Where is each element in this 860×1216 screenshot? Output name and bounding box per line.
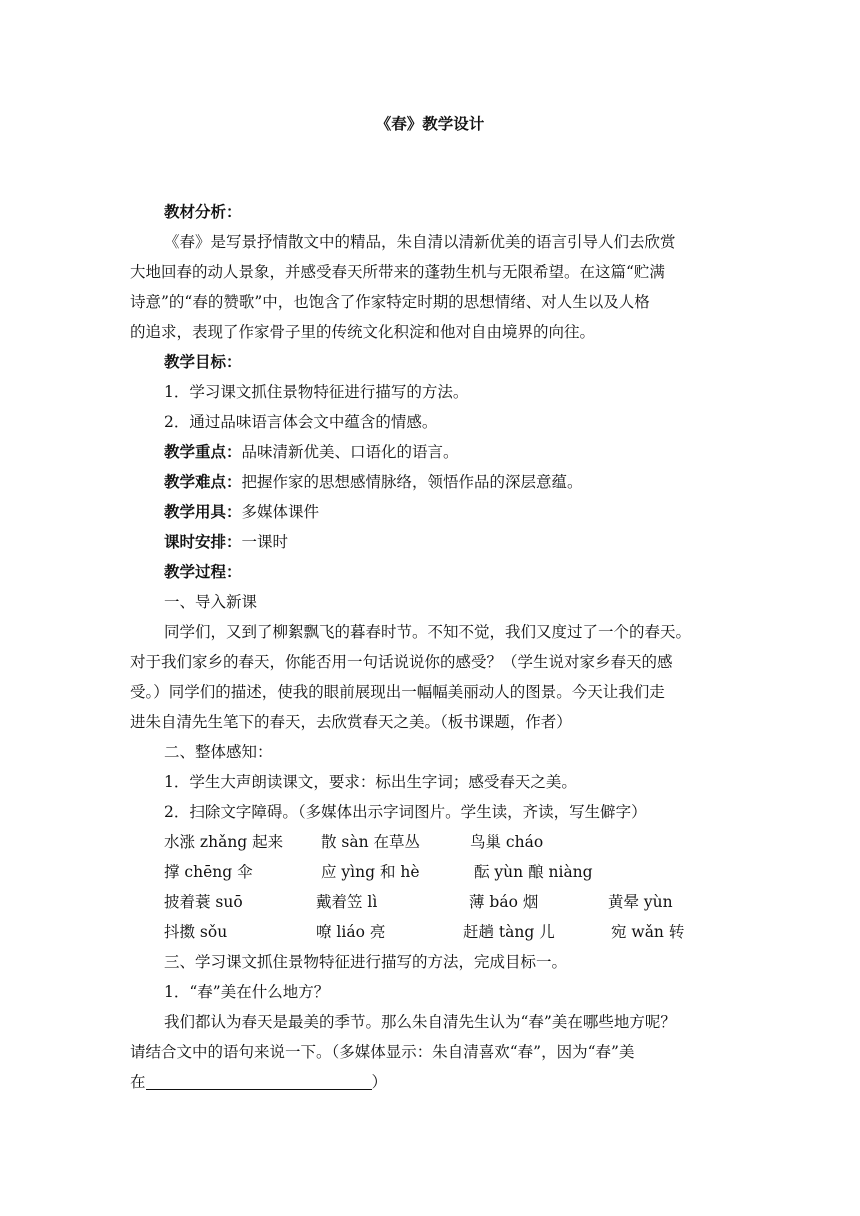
section-line: 进朱自清先生笔下的春天，去欣赏春天之美。（板书课题，作者）: [130, 713, 572, 731]
schedule-text: 一课时: [241, 533, 289, 551]
section-heading: 二、整体感知：: [164, 743, 273, 761]
analysis-line: 的追求，表现了作家骨子里的传统文化积淀和他对自由境界的向往。: [130, 323, 596, 341]
section-heading: 三、学习课文抓住景物特征进行描写的方法，完成目标一。: [164, 953, 568, 971]
goal-item: 2．通过品味语言体会文中蕴含的情感。: [164, 413, 438, 431]
section-line: 我们都认为春天是最美的季节。那么朱自清先生认为“春”美在哪些地方呢？: [164, 1013, 676, 1031]
fill-in-prefix: 在: [130, 1073, 146, 1091]
section-question: 1．“春”美在什么地方？: [164, 983, 330, 1001]
vocab-row: [130, 827, 735, 857]
goal-item: 1．学习课文抓住景物特征进行描写的方法。: [164, 383, 469, 401]
difficulty: [130, 467, 735, 497]
vocab-item: 散 sàn 在草丛: [321, 833, 421, 851]
tools-label: 教学用具：: [164, 503, 242, 521]
fill-in-line: [130, 1067, 735, 1097]
vocab-item: 薄 báo 烟: [469, 893, 539, 911]
tools-text: 多媒体课件: [241, 503, 320, 521]
analysis-line: 大地回春的动人景象，并感受春天所带来的蓬勃生机与无限希望。在这篇“贮满: [130, 263, 665, 281]
vocab-item: 戴着笠 lì: [316, 893, 378, 911]
fill-in-blank[interactable]: [146, 1069, 372, 1090]
vocab-item: 嘹 liáo 亮: [316, 923, 386, 941]
schedule-label: 课时安排：: [164, 533, 242, 551]
difficulty-label: 教学难点：: [164, 473, 242, 491]
key-point-text: 品味清新优美、口语化的语言。: [241, 443, 459, 461]
analysis-heading: 教材分析：: [164, 203, 242, 221]
vocab-item: 水涨 zhǎng 起来: [164, 833, 284, 851]
key-point: [130, 437, 735, 467]
analysis-line: 《春》是写景抒情散文中的精品，朱自清以清新优美的语言引导人们去欣赏: [164, 233, 676, 251]
vocab-item: 酝 yùn 酿 niàng: [474, 863, 593, 881]
section-line: 对于我们家乡的春天，你能否用一句话说说你的感受？（学生说对家乡春天的感: [130, 653, 673, 671]
vocab-item: 鸟巢 cháo: [470, 833, 544, 851]
section-item: 2．扫除文字障碍。（多媒体出示字词图片。学生读，齐读，写生僻字）: [164, 803, 647, 821]
process-heading: 教学过程：: [164, 563, 242, 581]
vocab-item: 赶趟 tàng 儿: [463, 923, 555, 941]
vocab-row: [130, 857, 735, 887]
key-point-label: 教学重点：: [164, 443, 242, 461]
vocab-item: 撑 chēng 伞: [164, 863, 253, 881]
schedule: [130, 527, 735, 557]
section-line: 请结合文中的语句来说一下。（多媒体显示：朱自清喜欢“春”，因为“春”美: [130, 1043, 635, 1061]
vocab-item: 抖擞 sǒu: [164, 923, 228, 941]
document-body: [130, 197, 735, 1097]
fill-in-suffix: ）: [371, 1073, 388, 1091]
section-item: 1．学生大声朗读课文，要求：标出生字词；感受春天之美。: [164, 773, 577, 791]
goals-heading: 教学目标：: [164, 353, 242, 371]
section-heading: 一、导入新课: [164, 593, 258, 611]
vocab-row: [130, 917, 735, 947]
vocab-item: 黄晕 yùn: [608, 893, 673, 911]
section-line: 受。）同学们的描述，使我的眼前展现出一幅幅美丽动人的图景。今天让我们走: [130, 683, 665, 701]
analysis-line: 诗意”的“春的赞歌”中，也饱含了作家特定时期的思想情绪、对人生以及人格: [130, 293, 650, 311]
page-title: 《春》教学设计: [375, 115, 485, 133]
vocab-item: 应 yìng 和 hè: [321, 863, 420, 881]
section-line: 同学们，又到了柳絮飘飞的暮春时节。不知不觉，我们又度过了一个的春天。: [164, 623, 692, 641]
tools: [130, 497, 735, 527]
vocab-item: 披着蓑 suō: [164, 893, 243, 911]
vocab-row: [130, 887, 735, 917]
vocab-item: 宛 wǎn 转: [611, 923, 685, 941]
difficulty-text: 把握作家的思想感情脉络，领悟作品的深层意蕴。: [241, 473, 583, 491]
